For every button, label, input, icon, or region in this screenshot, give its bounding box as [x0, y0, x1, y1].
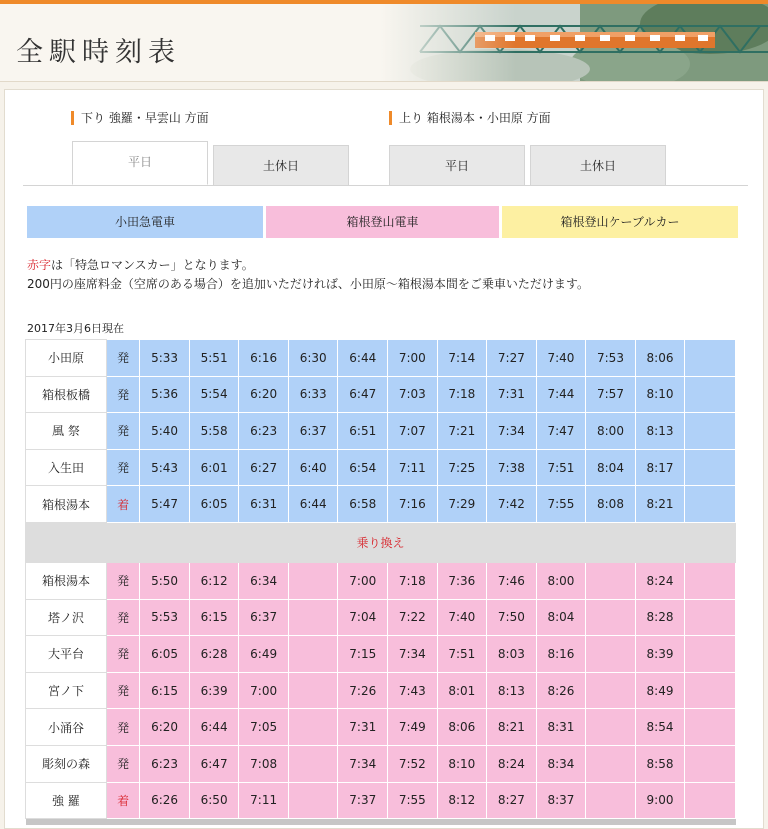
- time-cell: [288, 562, 338, 599]
- time-cell: 7:34: [338, 745, 388, 782]
- time-cell: 8:39: [635, 636, 685, 673]
- transfer-row: [26, 522, 736, 562]
- station-name: 彫刻の森: [26, 745, 107, 782]
- time-cell: [685, 376, 736, 413]
- time-cell: 5:50: [140, 562, 190, 599]
- time-cell: 6:20: [140, 709, 190, 746]
- time-cell: 8:08: [586, 486, 636, 523]
- notice-line-2: 200円の座席料金（空席のある場合）を追加いただければ、小田原～箱根湯本間をご乗車いただけます。: [27, 277, 589, 291]
- time-cell: 6:54: [338, 449, 388, 486]
- time-cell: 7:15: [338, 636, 388, 673]
- time-cell: 6:47: [189, 745, 239, 782]
- time-cell: 7:46: [487, 562, 537, 599]
- time-cell: 7:00: [338, 562, 388, 599]
- time-cell: 7:22: [388, 599, 438, 636]
- legend-odakyu: 小田急電車: [27, 206, 263, 238]
- station-name: 大平台: [26, 636, 107, 673]
- time-cell: 7:55: [388, 782, 438, 819]
- tab-up-holiday[interactable]: 土休日: [530, 145, 666, 186]
- time-cell: 6:15: [189, 599, 239, 636]
- time-cell: 8:34: [536, 745, 586, 782]
- odakyu-section: [26, 340, 736, 523]
- time-cell: 8:24: [487, 745, 537, 782]
- page-header: [0, 0, 768, 82]
- train-bridge-photo: [380, 4, 768, 82]
- table-row: [26, 449, 736, 486]
- station-name: 小田原: [26, 340, 107, 377]
- time-cell: 6:23: [239, 413, 289, 450]
- time-cell: [685, 413, 736, 450]
- time-cell: 7:07: [388, 413, 438, 450]
- station-name: 入生田: [26, 449, 107, 486]
- time-cell: 7:55: [536, 486, 586, 523]
- time-cell: 8:03: [487, 636, 537, 673]
- direction-label-up: 上り 箱根湯本・小田原 方面: [389, 111, 551, 125]
- table-row: [26, 745, 736, 782]
- time-cell: 6:26: [140, 782, 190, 819]
- arrive-depart-marker: 発: [106, 599, 139, 636]
- time-cell: 6:51: [338, 413, 388, 450]
- direction-label-down: 下り 強羅・早雲山 方面: [71, 111, 209, 125]
- time-cell: 7:40: [437, 599, 487, 636]
- time-cell: 6:34: [239, 562, 289, 599]
- arrive-depart-marker: 発: [106, 709, 139, 746]
- arrive-depart-marker: 発: [106, 340, 139, 377]
- date-label: 2017年3月6日現在: [27, 322, 124, 335]
- time-cell: 8:16: [536, 636, 586, 673]
- time-cell: 6:30: [288, 340, 338, 377]
- time-cell: 7:29: [437, 486, 487, 523]
- time-cell: 7:43: [388, 672, 438, 709]
- arrive-depart-marker: 発: [106, 562, 139, 599]
- time-cell: 8:21: [635, 486, 685, 523]
- arrive-depart-marker: 着: [106, 782, 139, 819]
- time-cell: 7:47: [536, 413, 586, 450]
- time-cell: [685, 562, 736, 599]
- time-cell: 8:06: [635, 340, 685, 377]
- time-cell: 8:31: [536, 709, 586, 746]
- time-cell: [288, 636, 338, 673]
- time-cell: 7:11: [239, 782, 289, 819]
- time-cell: [586, 636, 636, 673]
- time-cell: [685, 782, 736, 819]
- time-cell: 7:51: [437, 636, 487, 673]
- time-cell: 6:05: [140, 636, 190, 673]
- tab-down-holiday[interactable]: 土休日: [213, 145, 349, 186]
- time-cell: 5:54: [189, 376, 239, 413]
- station-name: 強 羅: [26, 782, 107, 819]
- time-cell: 7:57: [586, 376, 636, 413]
- time-cell: 7:38: [487, 449, 537, 486]
- time-cell: [586, 562, 636, 599]
- time-cell: 7:50: [487, 599, 537, 636]
- time-cell: 6:44: [189, 709, 239, 746]
- time-cell: 8:00: [586, 413, 636, 450]
- time-cell: [586, 599, 636, 636]
- time-cell: 6:23: [140, 745, 190, 782]
- time-cell: 7:18: [388, 562, 438, 599]
- table-row: [26, 413, 736, 450]
- station-name: 塔ノ沢: [26, 599, 107, 636]
- time-cell: 7:11: [388, 449, 438, 486]
- station-name: 小涌谷: [26, 709, 107, 746]
- arrive-depart-marker: 発: [106, 376, 139, 413]
- table-row: [26, 636, 736, 673]
- time-cell: 7:31: [487, 376, 537, 413]
- time-cell: [685, 486, 736, 523]
- station-name: 風 祭: [26, 413, 107, 450]
- table-row: [26, 376, 736, 413]
- time-cell: 8:04: [586, 449, 636, 486]
- table-row: [26, 486, 736, 523]
- time-cell: 7:40: [536, 340, 586, 377]
- time-cell: 6:44: [288, 486, 338, 523]
- time-cell: 6:05: [189, 486, 239, 523]
- arrive-depart-marker: 発: [106, 413, 139, 450]
- time-cell: 7:27: [487, 340, 537, 377]
- notice-line-1-text: は「特急ロマンスカー」となります。: [51, 258, 254, 272]
- tab-down-weekday[interactable]: 平日: [72, 141, 208, 185]
- transfer-label: 乗り換え: [26, 522, 736, 562]
- time-cell: [288, 709, 338, 746]
- time-cell: 7:31: [338, 709, 388, 746]
- table-row: [26, 672, 736, 709]
- time-cell: 6:12: [189, 562, 239, 599]
- time-cell: 9:00: [635, 782, 685, 819]
- time-cell: [586, 745, 636, 782]
- legend-cablecar: 箱根登山ケーブルカー: [502, 206, 738, 238]
- time-cell: [685, 709, 736, 746]
- time-cell: 6:33: [288, 376, 338, 413]
- time-cell: 7:34: [487, 413, 537, 450]
- time-cell: [586, 782, 636, 819]
- legend-tozan: 箱根登山電車: [266, 206, 499, 238]
- time-cell: 7:44: [536, 376, 586, 413]
- time-cell: 5:51: [189, 340, 239, 377]
- time-cell: [288, 672, 338, 709]
- time-cell: 5:53: [140, 599, 190, 636]
- time-cell: 6:49: [239, 636, 289, 673]
- time-cell: 8:04: [536, 599, 586, 636]
- time-cell: 8:00: [536, 562, 586, 599]
- time-cell: 8:13: [487, 672, 537, 709]
- table-row: [26, 782, 736, 819]
- table-row: [26, 340, 736, 377]
- time-cell: 7:25: [437, 449, 487, 486]
- arrive-depart-marker: 発: [106, 449, 139, 486]
- time-cell: 7:26: [338, 672, 388, 709]
- time-cell: [685, 745, 736, 782]
- time-cell: 8:26: [536, 672, 586, 709]
- time-cell: 6:39: [189, 672, 239, 709]
- time-cell: 8:01: [437, 672, 487, 709]
- arrive-depart-marker: 着: [106, 486, 139, 523]
- time-cell: 8:13: [635, 413, 685, 450]
- time-cell: 7:49: [388, 709, 438, 746]
- time-cell: 5:47: [140, 486, 190, 523]
- time-cell: [288, 745, 338, 782]
- station-name: 箱根湯本: [26, 562, 107, 599]
- time-cell: 7:21: [437, 413, 487, 450]
- time-cell: 6:28: [189, 636, 239, 673]
- time-cell: 8:58: [635, 745, 685, 782]
- time-cell: 8:17: [635, 449, 685, 486]
- time-cell: 6:44: [338, 340, 388, 377]
- time-cell: 6:37: [288, 413, 338, 450]
- tozan-section: [26, 562, 736, 818]
- time-cell: 7:03: [388, 376, 438, 413]
- time-cell: 8:49: [635, 672, 685, 709]
- table-footer-bar: [26, 819, 736, 825]
- time-cell: 7:53: [586, 340, 636, 377]
- time-cell: 6:15: [140, 672, 190, 709]
- time-cell: [685, 672, 736, 709]
- notice-line-1: [27, 257, 254, 273]
- time-cell: 7:37: [338, 782, 388, 819]
- time-cell: 8:28: [635, 599, 685, 636]
- time-cell: 8:54: [635, 709, 685, 746]
- tab-up-weekday[interactable]: 平日: [389, 145, 525, 186]
- time-cell: 7:08: [239, 745, 289, 782]
- time-cell: 8:12: [437, 782, 487, 819]
- time-cell: 8:27: [487, 782, 537, 819]
- time-cell: [586, 672, 636, 709]
- arrive-depart-marker: 発: [106, 636, 139, 673]
- time-cell: 5:36: [140, 376, 190, 413]
- time-cell: 6:50: [189, 782, 239, 819]
- time-cell: 8:10: [635, 376, 685, 413]
- time-cell: 8:21: [487, 709, 537, 746]
- time-cell: 7:42: [487, 486, 537, 523]
- table-row: [26, 709, 736, 746]
- timetable: [25, 339, 736, 825]
- time-cell: 7:00: [239, 672, 289, 709]
- time-cell: 6:47: [338, 376, 388, 413]
- time-cell: 7:04: [338, 599, 388, 636]
- time-cell: [288, 599, 338, 636]
- time-cell: 6:01: [189, 449, 239, 486]
- time-cell: 7:14: [437, 340, 487, 377]
- table-row: [26, 599, 736, 636]
- page-title: 全駅時刻表: [16, 37, 181, 68]
- time-cell: 5:33: [140, 340, 190, 377]
- time-cell: 6:27: [239, 449, 289, 486]
- time-cell: 5:43: [140, 449, 190, 486]
- arrive-depart-marker: 発: [106, 672, 139, 709]
- time-cell: 8:06: [437, 709, 487, 746]
- time-cell: 5:40: [140, 413, 190, 450]
- notice-red-word: 赤字: [27, 258, 52, 272]
- time-cell: 8:37: [536, 782, 586, 819]
- station-name: 宮ノ下: [26, 672, 107, 709]
- time-cell: 6:31: [239, 486, 289, 523]
- time-cell: [288, 782, 338, 819]
- time-cell: 7:18: [437, 376, 487, 413]
- time-cell: 8:10: [437, 745, 487, 782]
- tab-divider: [23, 185, 748, 186]
- time-cell: 7:52: [388, 745, 438, 782]
- time-cell: 7:00: [388, 340, 438, 377]
- time-cell: 6:16: [239, 340, 289, 377]
- time-cell: 6:40: [288, 449, 338, 486]
- time-cell: [685, 449, 736, 486]
- time-cell: [586, 709, 636, 746]
- time-cell: 5:58: [189, 413, 239, 450]
- time-cell: 7:51: [536, 449, 586, 486]
- time-cell: 6:37: [239, 599, 289, 636]
- station-name: 箱根湯本: [26, 486, 107, 523]
- time-cell: 6:20: [239, 376, 289, 413]
- arrive-depart-marker: 発: [106, 745, 139, 782]
- table-row: [26, 562, 736, 599]
- time-cell: [685, 340, 736, 377]
- station-name: 箱根板橋: [26, 376, 107, 413]
- time-cell: [685, 599, 736, 636]
- time-cell: 8:24: [635, 562, 685, 599]
- time-cell: [685, 636, 736, 673]
- time-cell: 6:58: [338, 486, 388, 523]
- time-cell: 7:34: [388, 636, 438, 673]
- time-cell: 7:16: [388, 486, 438, 523]
- time-cell: 7:36: [437, 562, 487, 599]
- time-cell: 7:05: [239, 709, 289, 746]
